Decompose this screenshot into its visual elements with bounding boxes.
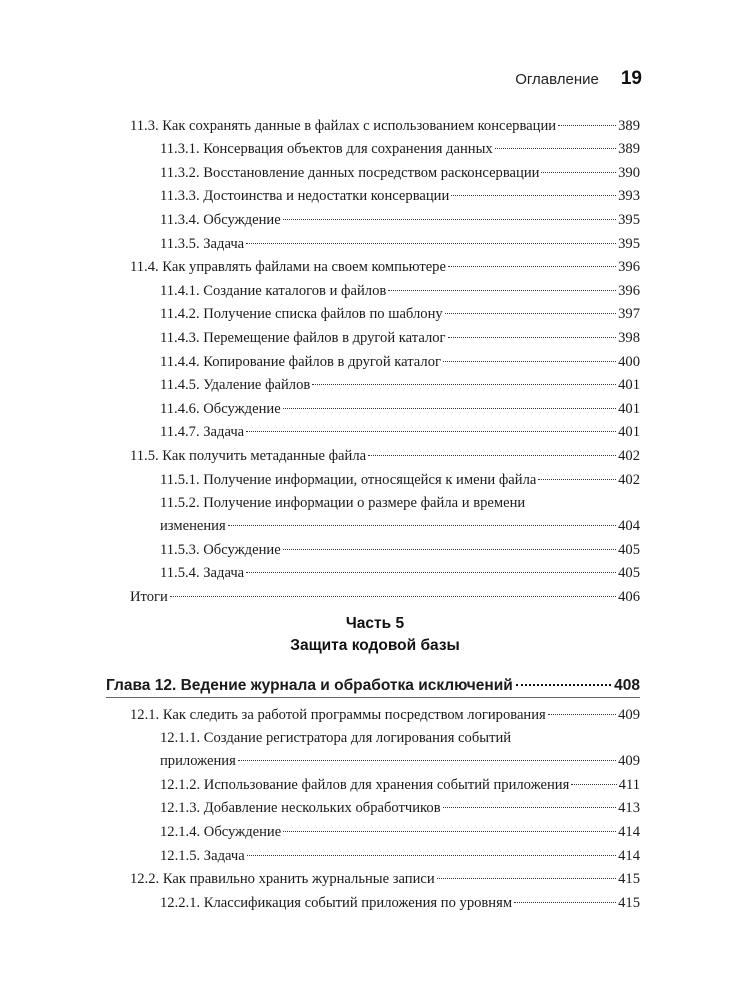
toc-leader [283,816,616,832]
toc-entry-page: 401 [618,424,640,441]
toc-entry-title: 12.1.2. Использование файлов для хранения событий приложения [160,776,570,793]
toc-leader [283,393,616,409]
toc-entry-title: 12.1.5. Задача [160,847,245,864]
toc-leader [246,558,616,574]
toc-entry-title: 11.4.2. Получение списка файлов по шаблону [160,306,443,323]
toc-entry-title: 11.3.3. Достоинства и недостатки консервации [160,188,450,205]
toc-entry-page: 396 [618,259,640,276]
toc-entry-title: 11.5.1. Получение информации, относящейся к имени файла [160,471,537,488]
toc-leader [448,252,616,268]
toc-entry-continuation [160,750,640,774]
toc-leader [437,864,616,880]
toc-entry-title: 11.4.4. Копирование файлов в другой каталог [160,353,441,370]
toc-entry-title: 11.3.2. Восстановление данных посредством расконсервации [160,164,540,181]
toc-entry-title: 12.2.1. Классификация событий приложения по уровням [160,894,513,911]
toc-entry-title: 11.4.6. Обсуждение [160,400,281,417]
toc-entry[interactable] [130,492,640,539]
toc-leader [516,668,611,686]
toc-entry-page: 411 [618,776,640,793]
toc-leader [443,346,616,362]
toc-entry-title-cont: приложения [160,753,236,770]
toc-entry-title: 11.4.5. Удаление файлов [160,377,311,394]
toc-leader [548,699,616,715]
toc-leader [283,204,616,220]
toc-entry[interactable] [130,891,640,915]
toc-entry-page: 415 [618,871,640,888]
toc-entry-title: 12.1.3. Добавление нескольких обработчиков [160,800,441,817]
toc-entry-title: 12.1.4. Обсуждение [160,823,282,840]
toc-section-11 [130,114,640,609]
part-label: Часть 5 [345,615,405,632]
toc-entry-page: 400 [618,353,640,370]
toc-entry-title: 12.2. Как правильно хранить журнальные записи [130,871,435,888]
part-heading [0,613,750,657]
toc-entry-page: 414 [618,847,640,864]
running-head-title: Оглавление [515,71,599,88]
toc-leader [368,440,616,456]
toc-entry-title: 11.4. Как управлять файлами на своем компьютере [130,259,446,276]
chapter-divider [106,697,640,698]
toc-entry-title: 11.5.2. Получение информации о размере файла и времени [160,494,526,511]
toc-leader [558,110,616,126]
part-title: Защита кодовой базы [290,637,460,654]
toc-entry-page: 405 [618,541,640,558]
toc-entry-page: 402 [618,471,640,488]
toc-entry-title-cont: изменения [160,518,226,535]
toc-leader [312,370,616,386]
toc-leader [514,887,616,903]
toc-entry-page: 389 [618,117,640,134]
toc-entry-title: 11.4.3. Перемещение файлов в другой каталог [160,329,446,346]
toc-entry[interactable] [130,727,640,774]
toc-leader [388,275,616,291]
toc-entry-page: 401 [618,400,640,417]
toc-entry-page: 393 [618,188,640,205]
toc-leader [246,228,616,244]
toc-entry-title: 11.4.7. Задача [160,424,245,441]
toc-leader [445,299,616,315]
toc-leader [541,157,616,173]
toc-entry-page: 397 [618,306,640,323]
toc-entry-page: 406 [618,588,640,605]
toc-entry-page: 401 [618,377,640,394]
chapter-title: Глава 12. Ведение журнала и обработка исключений [106,676,513,694]
toc-entry-title: 11.5.4. Задача [160,565,245,582]
toc-entry-page: 395 [618,235,640,252]
toc-entry-page: 414 [618,823,640,840]
toc-entry-title: 11.3.1. Консервация объектов для сохранения данных [160,141,493,158]
toc-leader [283,534,616,550]
toc-leader [170,581,616,597]
toc-entry-page: 409 [618,706,640,723]
toc-chapter-12[interactable] [106,672,640,697]
chapter-page: 408 [614,676,640,694]
toc-leader [247,840,616,856]
toc-section-12 [130,703,640,915]
toc-entry-title: 11.5.3. Обсуждение [160,541,281,558]
toc-leader [571,769,616,785]
toc-entry-page: 404 [618,518,640,535]
toc-entry-page: 402 [618,447,640,464]
toc-entry-title: 11.5. Как получить метаданные файла [130,447,367,464]
toc-leader [538,464,616,480]
toc-leader [448,322,617,338]
toc-entry-title: 11.3. Как сохранять данные в файлах с использованием консервации [130,117,557,134]
toc-entry-page: 409 [618,753,640,770]
page-number: 19 [620,68,642,89]
toc-entry-page: 390 [618,164,640,181]
toc-entry[interactable] [130,703,640,727]
toc-entry-page: 396 [618,282,640,299]
toc-entry-page: 395 [618,211,640,228]
toc-entry-page: 415 [618,894,640,911]
toc-entry[interactable] [130,468,640,492]
toc-leader [238,746,616,762]
toc-entry-title: 11.3.5. Задача [160,235,245,252]
toc-entry-title: Итоги [130,588,168,605]
toc-entry-page: 389 [618,141,640,158]
toc-leader [246,417,616,433]
running-head [515,68,642,90]
toc-entry[interactable] [130,585,640,609]
toc-entry-title: 12.1.1. Создание регистратора для логирования событий [160,729,512,746]
toc-leader [451,181,616,197]
toc-leader [228,511,616,527]
toc-entry-page: 398 [618,329,640,346]
toc-entry-page: 405 [618,565,640,582]
toc-entry-title: 11.3.4. Обсуждение [160,211,281,228]
toc-leader [495,134,616,150]
toc-entry-title: 11.4.1. Создание каталогов и файлов [160,282,387,299]
toc-entry-page: 413 [618,800,640,817]
toc-leader [443,793,617,809]
toc-entry-title: 12.1. Как следить за работой программы посредством логирования [130,706,546,723]
